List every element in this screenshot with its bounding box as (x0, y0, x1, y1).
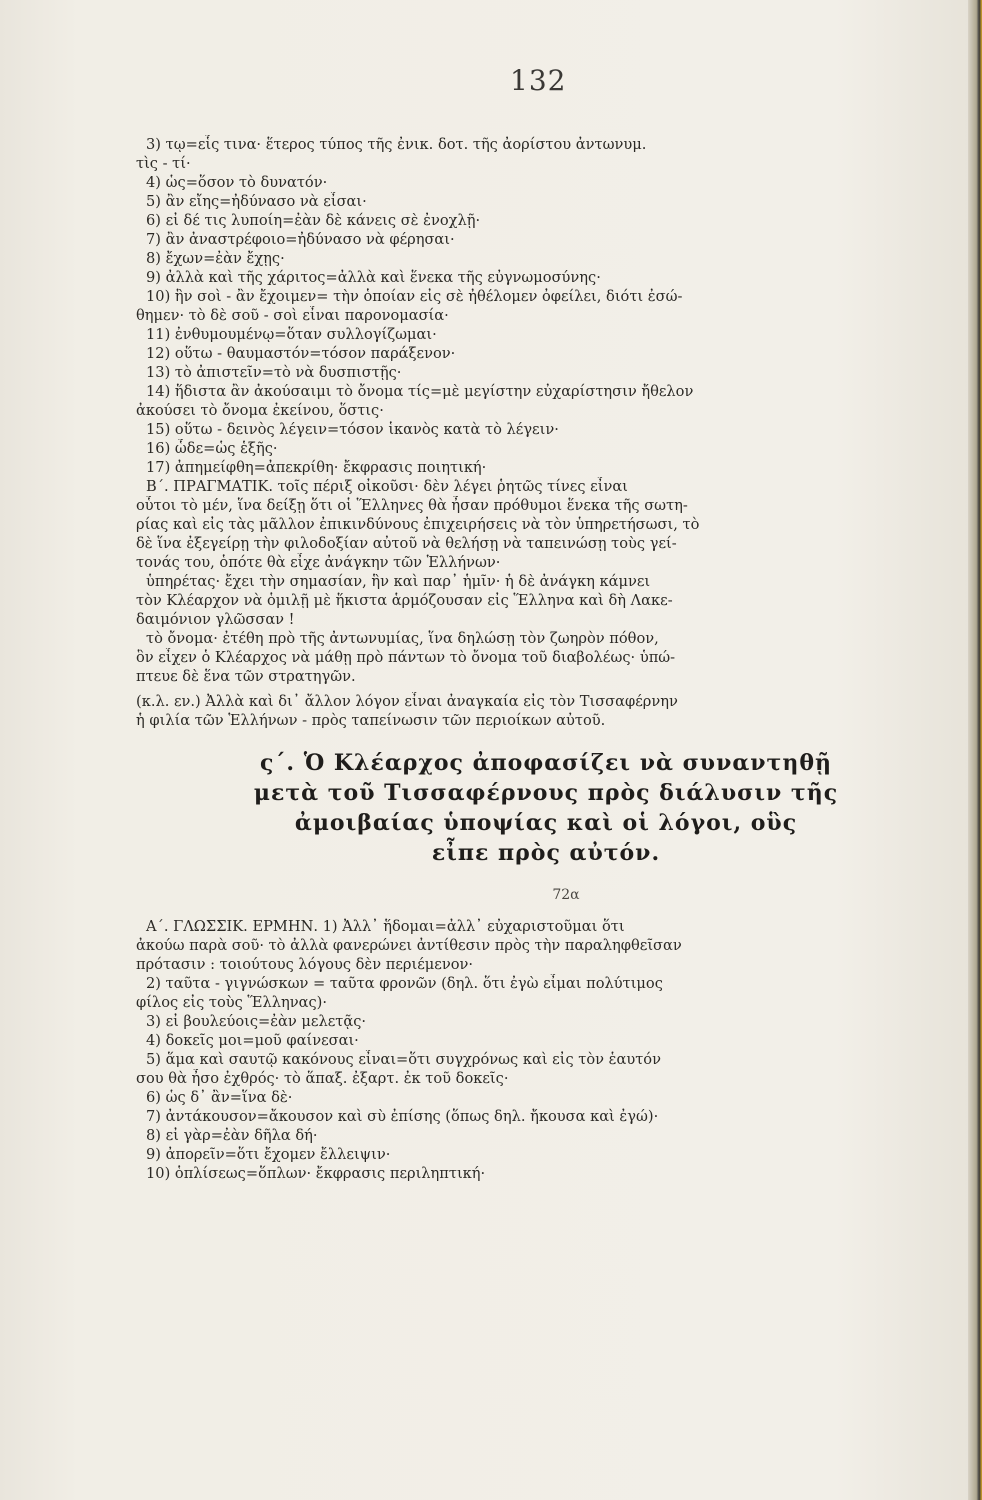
gloss-line: 9) ἀπορεῖν=ὅτι ἔχομεν ἔλλειψιν· (146, 1146, 391, 1163)
gloss-line: πρότασιν : τοιούτους λόγους δὲν περιέμενον· (136, 956, 474, 973)
gloss-line: 16) ὧδε=ὡς ἑξῆς· (146, 440, 278, 457)
gloss-line: 8) ἔχων=ἐὰν ἔχῃς· (146, 250, 285, 267)
commentary-line: ὃν εἶχεν ὁ Κλέαρχος νὰ μάθῃ πρὸ πάντων τὸ ὄνομα τοῦ διαβολέως· ὑπώ- (136, 649, 676, 666)
commentary-line: τὸ ὄνομα· ἐτέθη πρὸ τῆς ἀντωνυμίας, ἵνα δηλώσῃ τὸν ζωηρὸν πόθον, (146, 630, 659, 647)
chapter-heading-line: ἀμοιβαίας ὑποψίας καὶ οἱ λόγοι, οὓς (294, 810, 798, 836)
page-edge (968, 0, 982, 1500)
gloss-line: 4) δοκεῖς μοι=μοῦ φαίνεσαι· (146, 1032, 359, 1049)
gloss-line: 7) ἀντάκουσον=ἄκουσον καὶ σὺ ἐπίσης (ὅπως δηλ. ἤκουσα καὶ ἐγώ)· (146, 1108, 659, 1125)
commentary-line: ἡ φιλία τῶν Ἑλλήνων - πρὸς ταπείνωσιν τῶν περιοίκων αὐτοῦ. (136, 712, 606, 729)
commentary-line: ρίας καὶ εἰς τὰς μᾶλλον ἐπικινδύνους ἐπιχειρήσεις νὰ τὸν ὑπηρετήσωσι, τὸ (136, 516, 700, 533)
gloss-line: 14) ἥδιστα ἂν ἀκούσαιμι τὸ ὄνομα τίς=μὲ μεγίστην εὐχαρίστησιν ἤθελον (146, 383, 694, 400)
page-number: 132 (510, 64, 567, 97)
gloss-line: 2) ταῦτα - γιγνώσκων = ταῦτα φρονῶν (δηλ. ὅτι ἐγὼ εἶμαι πολύτιμος (146, 975, 663, 992)
gloss-line: 12) οὕτω - θαυμαστόν=τόσον παράξενον· (146, 345, 456, 362)
gloss-line: φίλος εἰς τοὺς Ἕλληνας)· (136, 994, 328, 1011)
gloss-line: 6) ὡς δ᾽ ἂν=ἵνα δὲ· (146, 1089, 293, 1106)
gloss-line: σου θὰ ἦσο ἐχθρός· τὸ ἅπαξ. ἐξαρτ. ἐκ τοῦ δοκεῖς· (136, 1070, 509, 1087)
gloss-line: 3) τῳ=εἷς τινα· ἕτερος τύπος τῆς ἐνικ. δοτ. τῆς ἀορίστου ἀντωνυμ. (146, 136, 647, 153)
commentary-line: (κ.λ. εν.) Ἀλλὰ καὶ δι᾽ ἄλλον λόγον εἶναι ἀναγκαία εἰς τὸν Τισσαφέρνην (136, 693, 678, 710)
gloss-line: ἀκούσει τὸ ὄνομα ἐκείνου, ὅστις· (136, 402, 384, 419)
gloss-line: 10) ἣν σοὶ - ἂν ἔχοιμεν= τὴν ὁποίαν εἰς σὲ ἠθέλομεν ὀφείλει, διότι ἐσώ- (146, 288, 683, 305)
gloss-line: 13) τὸ ἀπιστεῖν=τὸ νὰ δυσπιστῇς· (146, 364, 402, 381)
section-marker: 72α (552, 887, 580, 903)
gloss-line: 7) ἂν ἀναστρέφοιο=ἠδύνασο νὰ φέρησαι· (146, 231, 455, 248)
commentary-line: δὲ ἵνα ἐξεγείρῃ τὴν φιλοδοξίαν αὐτοῦ νὰ θελήσῃ νὰ ταπεινώσῃ τοὺς γεί- (136, 535, 677, 552)
gloss-line: τὶς - τί· (136, 155, 191, 172)
commentary-line: Β΄. ΠΡΑΓΜΑΤΙΚ. τοῖς πέριξ οἰκοῦσι· δὲν λέγει ῥητῶς τίνες εἶναι (146, 478, 628, 495)
chapter-heading-line: μετὰ τοῦ Τισσαφέρνους πρὸς διάλυσιν τῆς (253, 780, 839, 806)
commentary-line: ὑπηρέτας· ἔχει τὴν σημασίαν, ἣν καὶ παρ᾽ ἡμῖν· ἡ δὲ ἀνάγκη κάμνει (146, 573, 651, 590)
gloss-line: 4) ὡς=ὅσον τὸ δυνατόν· (146, 174, 328, 191)
page-text (136, 135, 956, 1183)
gloss-line: 17) ἀπημείφθη=ἀπεκρίθη· ἔκφρασις ποιητική· (146, 459, 487, 476)
gloss-line: 11) ἐνθυμουμένῳ=ὅταν συλλογίζωμαι· (146, 326, 437, 343)
commentary-line: οὗτοι τὸ μέν, ἵνα δείξῃ ὅτι οἱ Ἕλληνες θὰ ἦσαν πρόθυμοι ἕνεκα τῆς σωτη- (136, 497, 688, 514)
gloss-line: 6) εἰ δέ τις λυποίη=ἐὰν δὲ κάνεις σὲ ἐνοχλῇ· (146, 212, 481, 229)
commentary-line: δαιμόνιον γλῶσσαν ! (136, 611, 295, 628)
chapter-heading-line: εἶπε πρὸς αὐτόν. (431, 840, 661, 866)
gloss-line: ἀκούω παρὰ σοῦ· τὸ ἀλλὰ φανερώνει ἀντίθεσιν πρὸς τὴν παραληφθεῖσαν (136, 937, 682, 954)
commentary-line: τὸν Κλέαρχον νὰ ὁμιλῇ μὲ ἥκιστα ἁρμόζουσαν εἰς Ἕλληνα καὶ δὴ Λακε- (136, 592, 673, 609)
gloss-line: 9) ἀλλὰ καὶ τῆς χάριτος=ἀλλὰ καὶ ἕνεκα τῆς εὐγνωμοσύνης· (146, 269, 601, 286)
gloss-line: 8) εἰ γὰρ=ἐὰν δῆλα δή· (146, 1127, 318, 1144)
commentary-line: πτευε δὲ ἕνα τῶν στρατηγῶν. (136, 668, 356, 685)
gloss-line: 5) ἅμα καὶ σαυτῷ κακόνους εἶναι=ὅτι συγχρόνως καὶ εἰς τὸν ἑαυτόν (146, 1051, 661, 1068)
commentary-line: τονάς του, ὁπότε θὰ εἶχε ἀνάγκην τῶν Ἑλλήνων· (136, 554, 501, 571)
gloss-line: 3) εἰ βουλεύοις=ἐὰν μελετᾷς· (146, 1013, 367, 1030)
gloss-line: 10) ὁπλίσεως=ὅπλων· ἔκφρασις περιληπτική· (146, 1165, 486, 1182)
gloss-line: θημεν· τὸ δὲ σοῦ - σοὶ εἶναι παρονομασία· (136, 307, 449, 324)
gloss-line: 5) ἂν εἴης=ἠδύνασο νὰ εἶσαι· (146, 193, 367, 210)
chapter-heading-line: ς΄. Ὁ Κλέαρχος ἀποφασίζει νὰ συναντηθῇ (260, 750, 832, 776)
gloss-line: Α΄. ΓΛΩΣΣΙΚ. ΕΡΜΗΝ. 1) Ἀλλ᾽ ἥδομαι=ἀλλ᾽ εὐχαριστοῦμαι ὅτι (146, 918, 625, 935)
gloss-line: 15) οὕτω - δεινὸς λέγειν=τόσον ἱκανὸς κατὰ τὸ λέγειν· (146, 421, 559, 438)
